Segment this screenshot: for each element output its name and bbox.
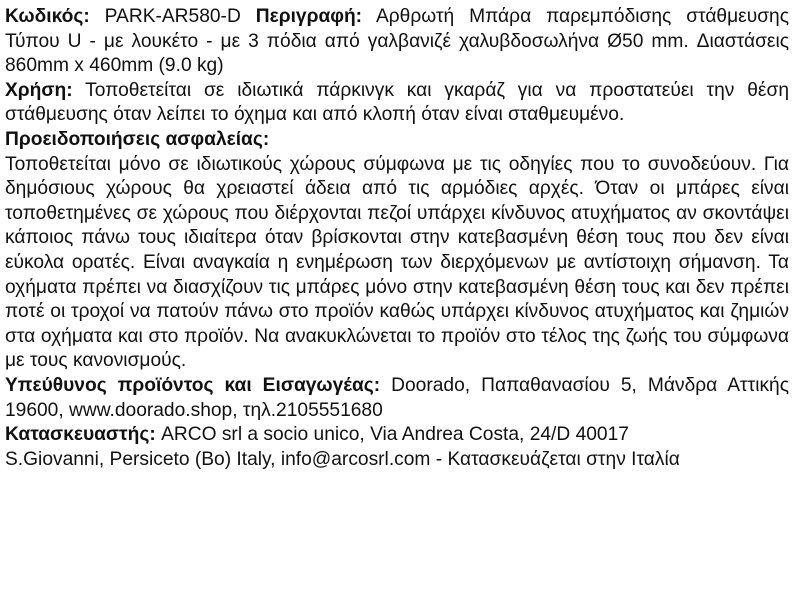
safety-heading: Προειδοποιήσεις ασφαλείας:	[5, 128, 270, 150]
code-value: PARK-AR580-D	[104, 6, 241, 27]
description-label: Περιγραφή:	[255, 6, 363, 27]
usage-paragraph	[5, 79, 789, 128]
code-label: Κωδικός:	[5, 6, 90, 27]
importer-paragraph	[5, 374, 789, 423]
safety-text: Τοποθετείται μόνο σε ιδιωτικούς χώρους σύμφωνα με τις οδηγίες που το συνοδεύουν. Για δημόσιους χώρους θα χρειαστεί άδεια από τις αρμόδιες αρχές. Όταν οι μπάρες είναι τοποθετημένες σε χώρους που διέρχονται πεζοί υπάρχει κίνδυνος ατυχήματος αν σκοντάψει κάποιος πάνω τους ιδιαίτερα όταν βρίσκονται στην κατεβασμένη θέση τους που δεν είναι εύκολα ορατές. Είναι αναγκαία η ενημέρωση των διερχόμενων με αντίστοιχη σήμανση. Τα οχήματα πρέπει να διασχίζουν τις μπάρες μόνο στην κατεβασμένη θέση τους και δεν πρέπει ποτέ οι τροχοί να πατούν πάνω στο προϊόν καθώς υπάρχει κίνδυνος ατυχήματος και ζημιών στα οχήματα και στο προϊόν. Να ανακυκλώνεται το προϊόν στο τέλος της ζωής του σύμφωνα με τους κανονισμούς.	[5, 153, 789, 372]
description-text: Αρθρωτή Μπάρα παρεμπόδισης στάθμευσης Τύπου U - με λουκέτο - με 3 πόδια από γαλβανιζέ χαλυβδοσωλήνα Ø50 mm. Διαστάσεις 860mm x 460mm (9.0 kg)	[5, 6, 789, 77]
usage-text: Τοποθετείται σε ιδιωτικά πάρκινγκ και γκαράζ για να προστατεύει την θέση στάθμευσης όταν λείπει το όχημα και από κλοπή όταν είναι σταθμευμένο.	[5, 79, 789, 126]
manufacturer-line2: S.Giovanni, Persiceto (Bo) Italy, info@arcosrl.com - Κατασκευάζεται στην Ιταλία	[5, 448, 680, 470]
importer-label: Υπεύθυνος προϊόντος και Εισαγωγέας:	[5, 374, 381, 396]
usage-label: Χρήση:	[5, 79, 73, 101]
manufacturer-paragraph	[5, 423, 789, 472]
manufacturer-label: Κατασκευαστής:	[5, 424, 156, 446]
importer-text: Doorado, Παπαθανασίου 5, Μάνδρα Αττικής 19600, www.doorado.shop, τηλ.2105551680	[5, 374, 789, 421]
product-info-paragraph	[5, 5, 789, 79]
manufacturer-line1: ARCO srl a socio unico, Via Andrea Costa, 24/D 40017	[161, 424, 629, 446]
